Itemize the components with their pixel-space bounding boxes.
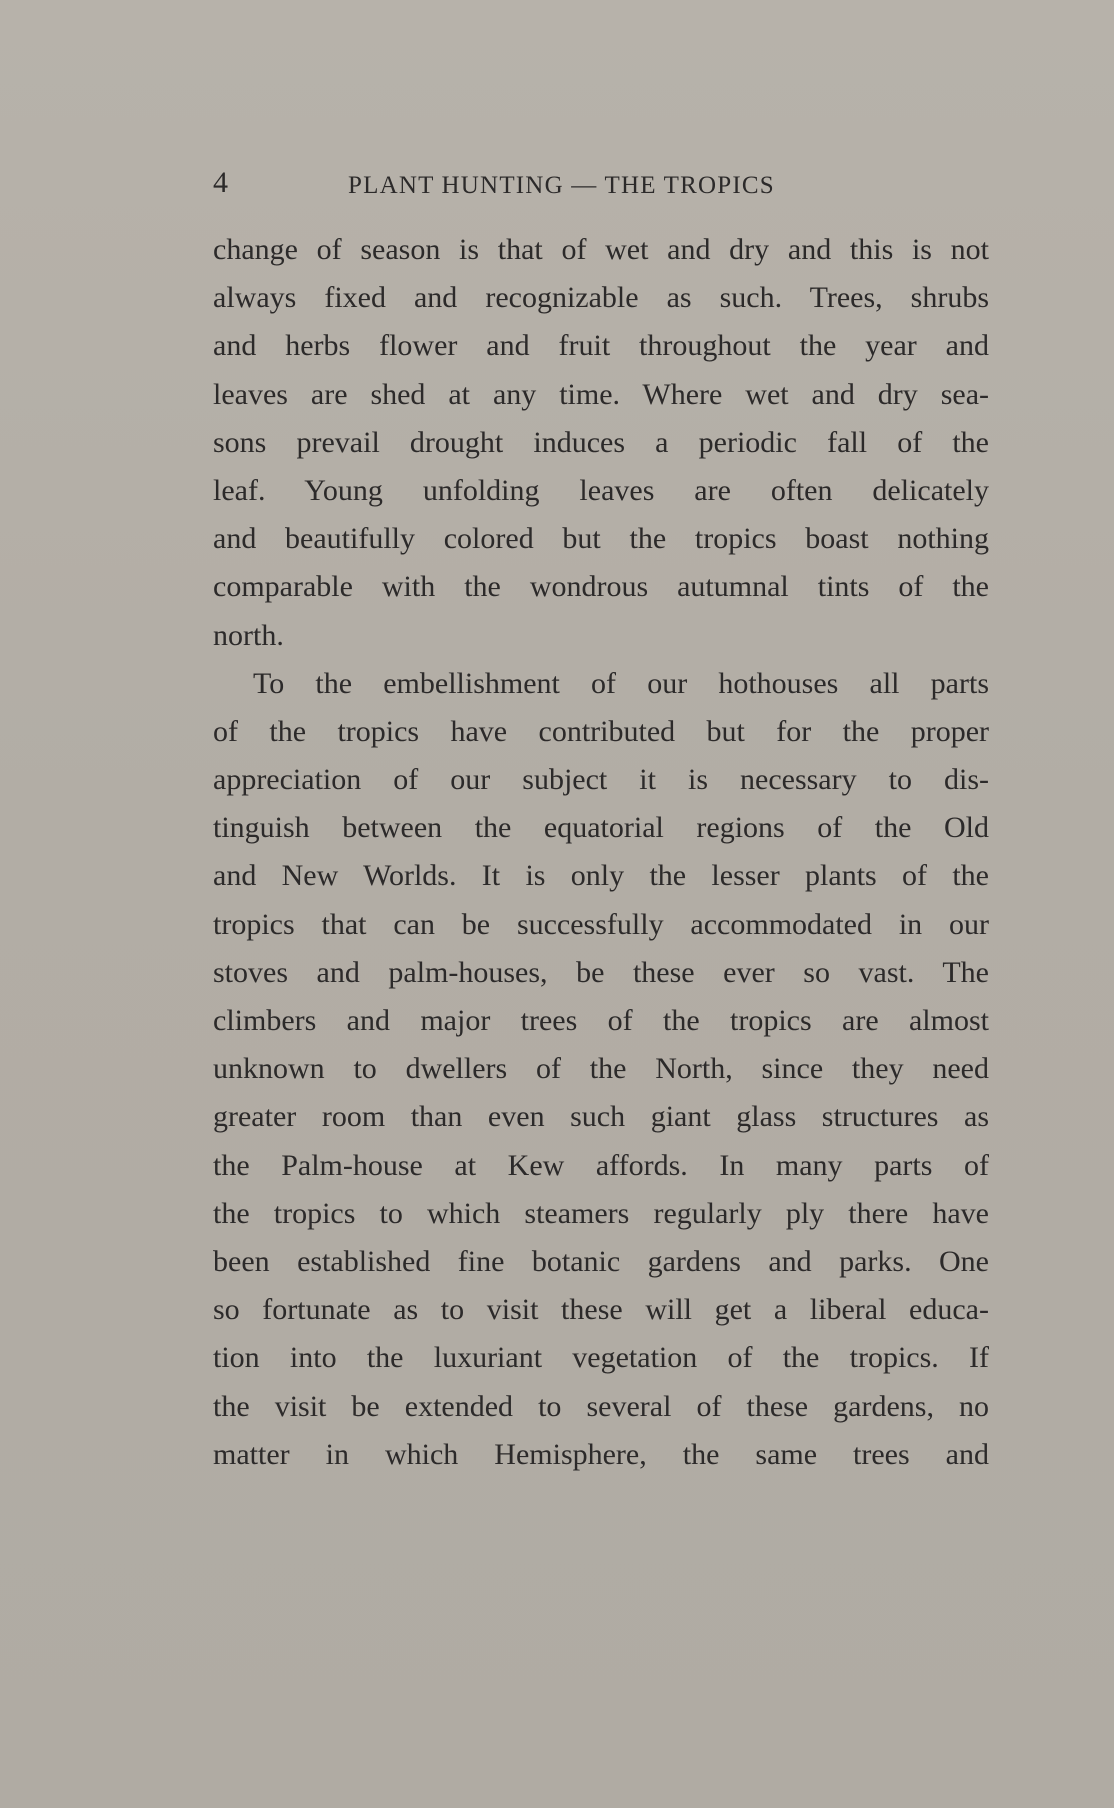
text-line: To the embellishment of our hothouses all parts <box>253 666 989 700</box>
text-line: the tropics to which steamers regularly ply there have <box>213 1196 989 1230</box>
text-line: and beautifully colored but the tropics boast nothing <box>213 522 989 556</box>
text-line: leaves are shed at any time. Where wet and dry sea- <box>213 377 989 411</box>
text-line: of the tropics have contributed but for the proper <box>213 714 989 748</box>
text-line: the visit be extended to several of these gardens, no <box>213 1389 989 1423</box>
running-head <box>213 166 989 206</box>
text-line: sons prevail drought induces a periodic fall of the <box>213 425 989 459</box>
paragraph <box>213 660 989 1479</box>
text-line: so fortunate as to visit these will get a liberal educa- <box>213 1293 989 1327</box>
running-title: PLANT HUNTING — THE TROPICS <box>348 172 775 199</box>
text-line: comparable with the wondrous autumnal tints of the <box>213 570 989 604</box>
text-line: and New Worlds. It is only the lesser plants of the <box>213 859 989 893</box>
text-line: north. <box>213 618 284 652</box>
text-line: been established fine botanic gardens and parks. One <box>213 1244 989 1278</box>
text-line: greater room than even such giant glass structures as <box>213 1100 989 1134</box>
text-line: change of season is that of wet and dry and this is not <box>213 233 989 266</box>
text-line: leaf. Young unfolding leaves are often delicately <box>213 473 989 507</box>
page-number: 4 <box>213 166 228 199</box>
text-line: and herbs flower and fruit throughout the year and <box>213 329 989 363</box>
text-line: unknown to dwellers of the North, since they need <box>213 1052 989 1086</box>
text-line: matter in which Hemisphere, the same trees and <box>213 1437 989 1471</box>
text-line: tion into the luxuriant vegetation of the tropics. If <box>213 1341 989 1375</box>
text-line: tinguish between the equatorial regions of the Old <box>213 811 989 845</box>
body-text <box>213 226 989 1479</box>
text-line: tropics that can be successfully accommodated in our <box>213 907 989 941</box>
text-line: stoves and palm-houses, be these ever so vast. The <box>213 955 989 989</box>
text-line: the Palm-house at Kew affords. In many parts of <box>213 1148 989 1182</box>
text-line: appreciation of our subject it is necessary to dis- <box>213 763 989 797</box>
text-line: climbers and major trees of the tropics are almost <box>213 1004 989 1037</box>
text-line: always fixed and recognizable as such. Trees, shrubs <box>213 281 989 315</box>
paragraph <box>213 226 989 660</box>
